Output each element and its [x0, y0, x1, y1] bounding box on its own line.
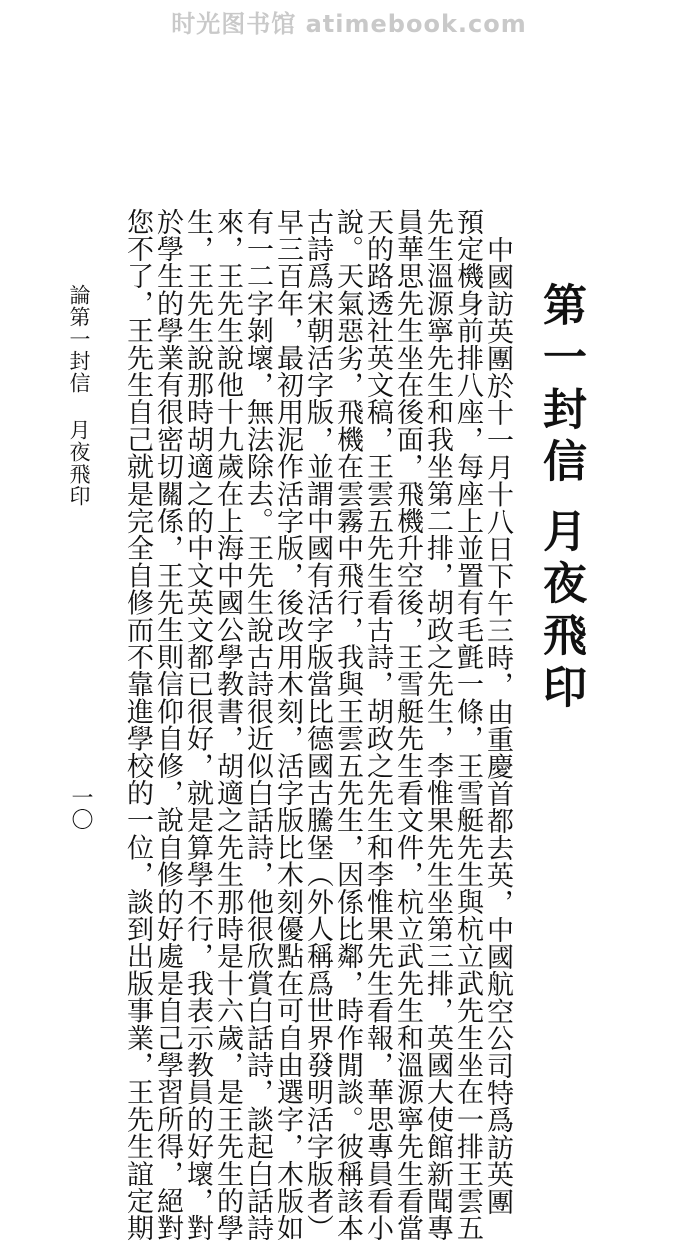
body-line: 來，王先生說他十九歲在上海中國公學教書，胡適之先生那時是十六歲，是王先生的學 — [212, 208, 243, 1242]
body-line: 中國訪英團於十一月十八日下午三時，由重慶首都去英，中國航空公司特爲訪英團 — [482, 236, 513, 1216]
body-line: 您不了，王先生自己就是完全自修而不靠進學校的一位，談到出版事業，王先生誼定期 — [122, 208, 153, 1242]
body-line: 古詩爲宋朝活字版，並謂中國有活字版當比德國古騰堡（外人稱爲世界發明活字版者） — [302, 208, 333, 1242]
watermark: 时光图书馆 atimebook.com — [171, 10, 527, 38]
chapter-heading — [535, 282, 592, 716]
running-head: 論第一封信 月夜飛印 — [67, 284, 91, 507]
body-line: 生，王先生說那時胡適之的中文英文都已很好，就是算學不行，我表示教員的好壞，對 — [182, 208, 213, 1242]
body-line: 先生溫源寧先生和我坐第二排，胡政之先生，李惟果先生坐第三排，英國大使館新聞專 — [422, 208, 453, 1242]
body-line: 員華思先生坐在後面，飛機升空後，王雪艇先生看文件，杭立武先生和溫源寧先生看當 — [392, 208, 423, 1242]
body-line: 天的路透社英文稿，王雲五先生看古詩，胡政之先生和李惟果先生看報，華思專員看小 — [362, 208, 393, 1242]
chapter-number: 第一封信 — [535, 282, 586, 490]
chapter-title: 月夜飛印 — [535, 508, 586, 716]
body-line: 早三百年，最初用泥作活字版，後改用木刻，活字版比木刻優點在可自由選字，木版如 — [272, 208, 303, 1242]
body-line: 說。天氣惡劣，飛機在雲霧中飛行，我與王雲五先生，因係比鄰，時作閒談。彼稱該本 — [332, 208, 363, 1242]
body-line: 於學生的學業有很密切關係，王先生則信仰自修，說自修的好處是自己學習所得，絕對 — [152, 208, 183, 1242]
page-number: 一〇 — [68, 786, 93, 830]
body-line: 有一二字剝壞，無法除去。王先生說古詩很近似白話詩，他很欣賞白話詩，談起白話詩 — [242, 208, 273, 1242]
body-line: 預定機身前排八座，每座上並置有毛氈一條，王雪艇先生與杭立武先生坐在一排王雲五 — [452, 208, 483, 1242]
